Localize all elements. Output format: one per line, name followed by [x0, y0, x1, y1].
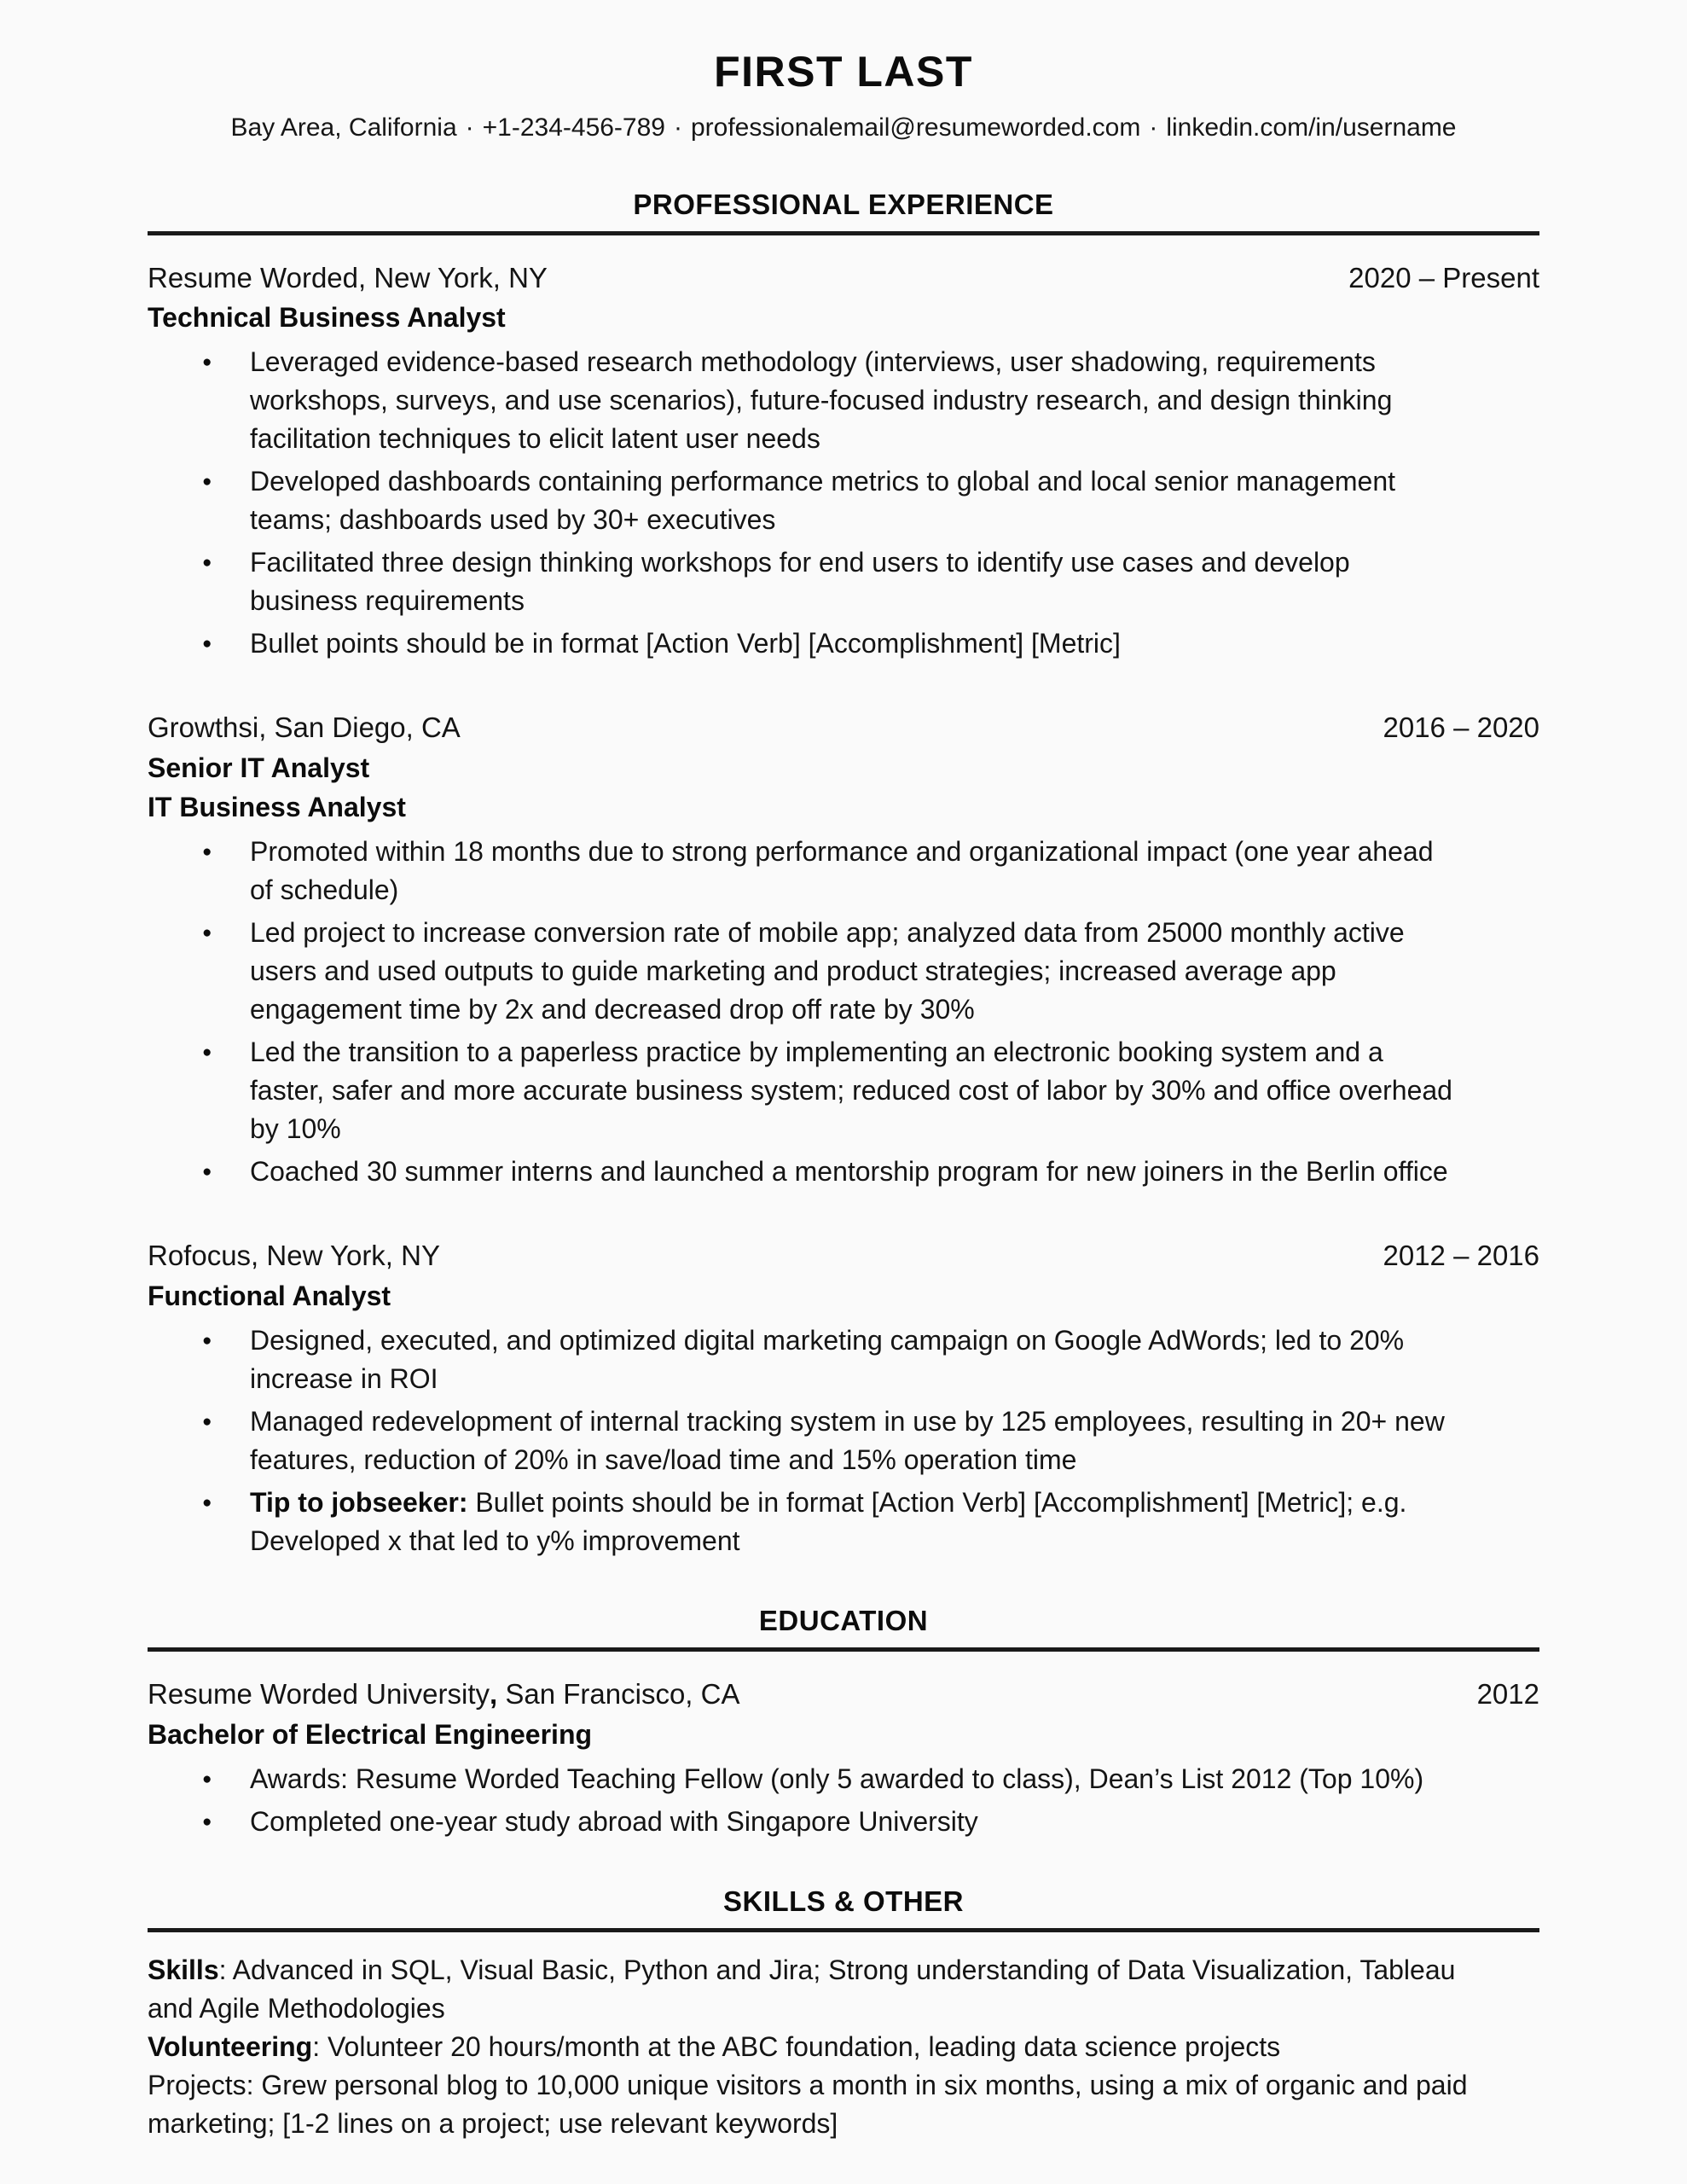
- bullet-item: [148, 1033, 1539, 1148]
- bullet-icon: ●: [202, 1769, 212, 1788]
- bullet-item: [148, 543, 1539, 620]
- volunteering-label: Volunteering: [148, 2030, 313, 2062]
- bullet-text: Coached 30 summer interns and launched a mentorship program for new joiners in the Berlin office: [250, 1156, 1448, 1188]
- job-dates: 2020 – Present: [1348, 261, 1539, 293]
- bullet-icon: ●: [202, 1812, 212, 1831]
- contact-separator: ·: [465, 113, 474, 142]
- job-dates: 2012 – 2016: [1383, 1240, 1539, 1272]
- bullet-item: [148, 1760, 1539, 1798]
- projects-text: Projects: Grew personal blog to 10,000 unique visitors a month in six months, using a mix of organic and paid marketing; [1-2 lines on a project; use relevant keywords]: [148, 2069, 1468, 2139]
- contact-line: [148, 111, 1539, 144]
- bullet-icon: ●: [202, 924, 212, 943]
- job-entry: [148, 259, 1539, 664]
- skills-section-title: SKILLS & OTHER: [722, 1885, 964, 1917]
- bullet-item: [148, 914, 1539, 1029]
- bullet-text: Developed dashboards containing performance metrics to global and local senior management teams; dashboards used by 30+ executives: [250, 466, 1396, 536]
- bullet-text: Led project to increase conversion rate of mobile app; analyzed data from 25000 monthly active users and used outputs to guide marketing and product strategies; increased average app engagement time by 2x and decreased drop off rate by 30%: [250, 917, 1405, 1025]
- bullet-item: [148, 624, 1539, 663]
- skills-label: Skills: [148, 1954, 219, 1985]
- bullet-icon: ●: [202, 843, 212, 862]
- experience-section: [148, 189, 1539, 1561]
- bullet-icon: ●: [202, 554, 212, 572]
- contact-email: professionalemail@resumeworded.com: [690, 113, 1141, 142]
- bullet-text: Managed redevelopment of internal tracking system in use by 125 employees, resulting in 20+ new features, reduction of 20% in save/load time and 15% operation time: [250, 1406, 1445, 1476]
- section-rule: [148, 231, 1539, 235]
- bullet-text: Leveraged evidence-based research methodology (interviews, user shadowing, requirements workshops, surveys, and use scenarios), future-focused industry research, and design thinking facilitation techniques to elicit latent user needs: [250, 346, 1393, 455]
- school-name: Resume Worded University: [148, 1678, 490, 1711]
- job-header-row: [148, 709, 1539, 746]
- skills-block: [148, 1951, 1539, 2143]
- person-name: FIRST LAST: [714, 48, 973, 96]
- bullet-icon: ●: [202, 1043, 212, 1062]
- contact-linkedin: linkedin.com/in/username: [1166, 113, 1457, 142]
- bullet-item: [148, 462, 1539, 539]
- bullet-icon: ●: [202, 473, 212, 491]
- company-name: Resume Worded, New York, NY: [148, 261, 548, 293]
- bullet-item: [148, 833, 1539, 909]
- bullet-text: Completed one-year study abroad with Singapore University: [250, 1805, 978, 1837]
- job-bullet-list: [148, 343, 1539, 663]
- bullet-icon: ●: [202, 1163, 212, 1182]
- bullet-item: [148, 1484, 1539, 1560]
- section-rule: [148, 1647, 1539, 1652]
- volunteering-line: [148, 2028, 1539, 2066]
- job-title: IT Business Analyst: [148, 792, 406, 823]
- bullet-icon: ●: [202, 1494, 212, 1513]
- projects-line: [148, 2066, 1539, 2143]
- bullet-icon: ●: [202, 1413, 212, 1432]
- education-header-row: [148, 1676, 1539, 1713]
- bullet-text: Facilitated three design thinking workshops for end users to identify use cases and develop business requirements: [250, 547, 1350, 617]
- section-rule: [148, 1928, 1539, 1932]
- bullet-text: Designed, executed, and optimized digital marketing campaign on Google AdWords; led to 20% increase in ROI: [250, 1325, 1405, 1395]
- bullet-item: [148, 1403, 1539, 1479]
- job-bullet-list: [148, 1321, 1539, 1560]
- contact-separator: ·: [673, 113, 682, 142]
- bullet-text: Awards: Resume Worded Teaching Fellow (only 5 awarded to class), Dean’s List 2012 (Top 10%): [250, 1763, 1424, 1794]
- job-entry: [148, 709, 1539, 1191]
- bullet-icon: ●: [202, 635, 212, 653]
- education-bullet-list: [148, 1760, 1539, 1841]
- bullet-text: Promoted within 18 months due to strong performance and organizational impact (one year ahead of schedule): [250, 836, 1434, 906]
- job-bullet-list: [148, 833, 1539, 1191]
- bullet-text: Bullet points should be in format [Action Verb] [Accomplishment] [Metric]; e.g. Developed x that led to y% improvement: [250, 1487, 1407, 1557]
- company-name: Growthsi, San Diego, CA: [148, 712, 461, 744]
- skills-section: [148, 1885, 1539, 2143]
- bullet-text: Bullet points should be in format [Action Verb] [Accomplishment] [Metric]: [250, 628, 1121, 659]
- bullet-item: [148, 1321, 1539, 1398]
- school-location: San Francisco, CA: [497, 1678, 740, 1711]
- job-dates: 2016 – 2020: [1383, 712, 1539, 744]
- company-name: Rofocus, New York, NY: [148, 1240, 440, 1272]
- contact-location: Bay Area, California: [230, 113, 457, 142]
- skills-line: [148, 1951, 1539, 2028]
- bullet-bold-prefix: Tip to jobseeker:: [250, 1487, 468, 1519]
- bullet-item: [148, 343, 1539, 458]
- bullet-text: Led the transition to a paperless practice by implementing an electronic booking system and a faster, safer and more accurate business system; reduced cost of labor by 30% and office overhead by 10%: [250, 1037, 1452, 1145]
- school-name-location: [148, 1676, 739, 1713]
- education-entry: [148, 1676, 1539, 1841]
- job-title: Senior IT Analyst: [148, 752, 370, 783]
- job-entry: [148, 1237, 1539, 1560]
- experience-section-title: PROFESSIONAL EXPERIENCE: [633, 188, 1054, 220]
- job-title: Functional Analyst: [148, 1280, 391, 1311]
- bullet-item: [148, 1153, 1539, 1191]
- job-header-row: [148, 1237, 1539, 1275]
- education-section-title: EDUCATION: [758, 1605, 929, 1637]
- bullet-item: [148, 1803, 1539, 1841]
- job-header-row: [148, 259, 1539, 297]
- volunteering-text: : Volunteer 20 hours/month at the ABC foundation, leading data science projects: [312, 2030, 1281, 2062]
- bullet-icon: ●: [202, 1332, 212, 1350]
- school-comma: ,: [490, 1678, 498, 1711]
- education-dates: 2012: [1476, 1678, 1539, 1711]
- contact-separator: ·: [1149, 113, 1158, 142]
- bullet-icon: ●: [202, 353, 212, 372]
- skills-text: : Advanced in SQL, Visual Basic, Python and Jira; Strong understanding of Data Visualization, Tableau and Agile Methodologies: [148, 1954, 1456, 2024]
- job-title: Technical Business Analyst: [148, 302, 506, 334]
- degree-title: Bachelor of Electrical Engineering: [148, 1718, 593, 1750]
- contact-phone: +1-234-456-789: [482, 113, 665, 142]
- education-section: [148, 1605, 1539, 1841]
